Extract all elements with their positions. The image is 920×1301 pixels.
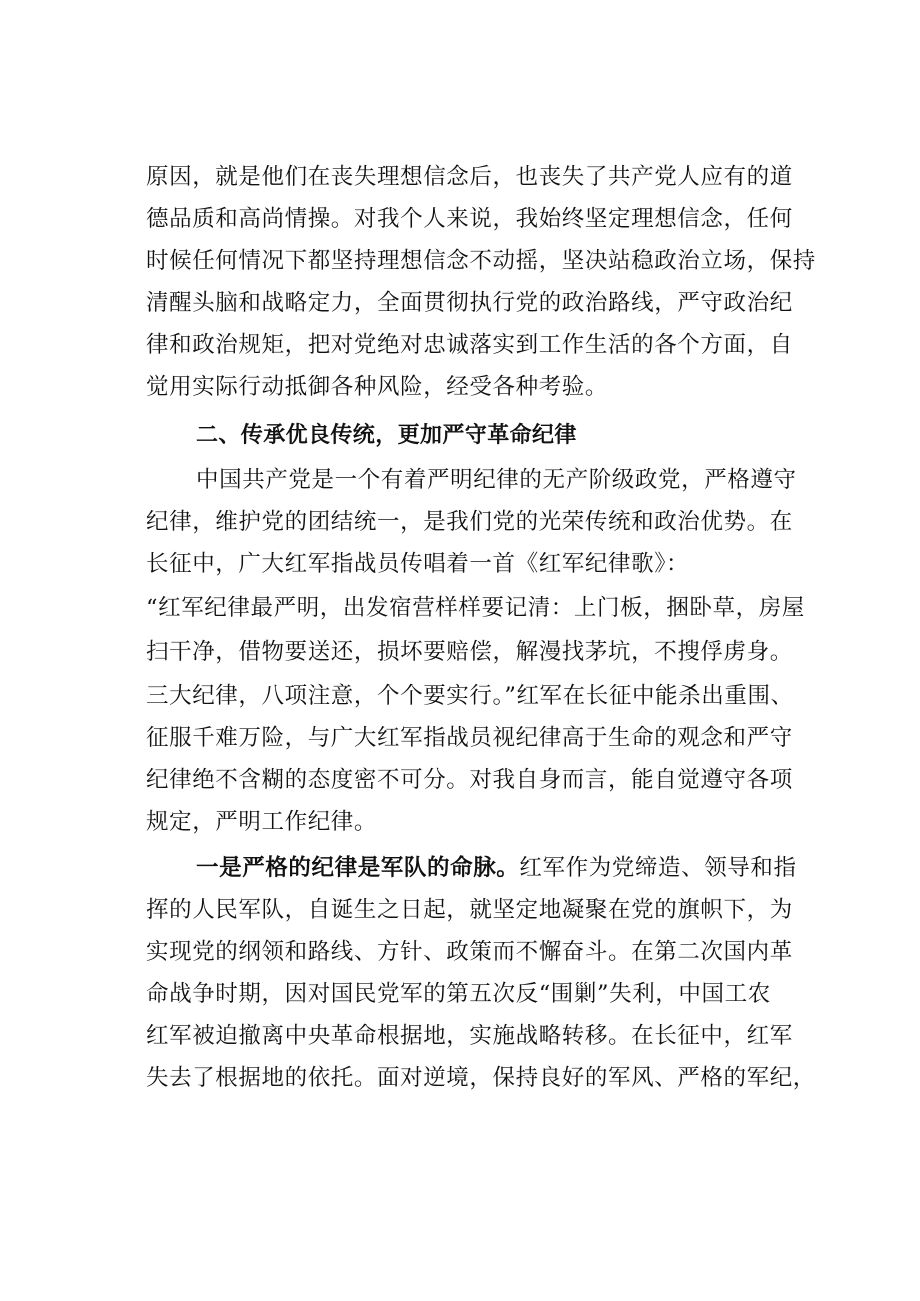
paragraph-2-line: 长征中，广大红军指战员传唱着一首《红军纪律歌》： [146,551,690,577]
paragraph-1-line: 清醒头脑和战略定力，全面贯彻执行党的政治路线，严守政治纪 [146,290,793,316]
paragraph-3-line: 命战争时期，因对国民党军的第五次反“围剿”失利，中国工农 [146,981,771,1007]
paragraph-3-line: 失去了根据地的依托。面对逆境，保持良好的军风、严格的军纪， [146,1065,816,1091]
paragraph-3-line: 红军被迫撤离中央革命根据地，实施战略转移。在长征中，红军 [146,1023,793,1049]
paragraph-1-line: 德品质和高尚情操。对我个人来说，我始终坚定理想信念，任何 [146,206,793,232]
paragraph-2-line: 纪律绝不含糊的态度密不可分。对我自身而言，能自觉遵守各项 [146,767,793,793]
paragraph-2-line: “红军纪律最严明，出发宿营样样要记清：上门板，捆卧草，房屋 [146,595,805,621]
paragraph-3-first-rest: 红军作为党缔造、领导和指 [519,855,797,881]
paragraph-3-line: 实现党的纲领和路线、方针、政策而不懈奋斗。在第二次国内革 [146,939,793,965]
paragraph-1-line: 觉用实际行动抵御各种风险，经受各种考验。 [146,374,609,400]
paragraph-1-line: 原因，就是他们在丧失理想信念后，也丧失了共产党人应有的道 [146,164,793,190]
paragraph-2-line: 征服千难万险，与广大红军指战员视纪律高于生命的观念和严守 [146,725,793,751]
paragraph-2-line: 中国共产党是一个有着严明纪律的无产阶级政党，严格遵守 [196,467,797,493]
paragraph-2-line: 规定，严明工作纪律。 [146,809,378,835]
paragraph-3-first-line [196,848,797,888]
paragraph-1-line: 律和政治规矩，把对党绝对忠诚落实到工作生活的各个方面，自 [146,332,793,358]
paragraph-3-line: 挥的人民军队，自诞生之日起，就坚定地凝聚在党的旗帜下，为 [146,897,793,923]
paragraph-2-line: 扫干净，借物要送还，损坏要赔偿，解漫找茅坑，不搜俘虏身。 [146,639,793,665]
paragraph-2-line: 三大纪律，八项注意，个个要实行。”红军在长征中能杀出重围、 [146,683,794,709]
paragraph-1-line: 时候任何情况下都坚持理想信念不动摇，坚决站稳政治立场，保持 [146,248,816,274]
paragraph-3-lead: 一是严格的纪律是军队的命脉。 [196,855,520,881]
paragraph-2-line: 纪律，维护党的团结统一，是我们党的光荣传统和政治优势。在 [146,509,793,535]
section-heading: 二、传承优良传统，更加严守革命纪律 [196,423,577,448]
